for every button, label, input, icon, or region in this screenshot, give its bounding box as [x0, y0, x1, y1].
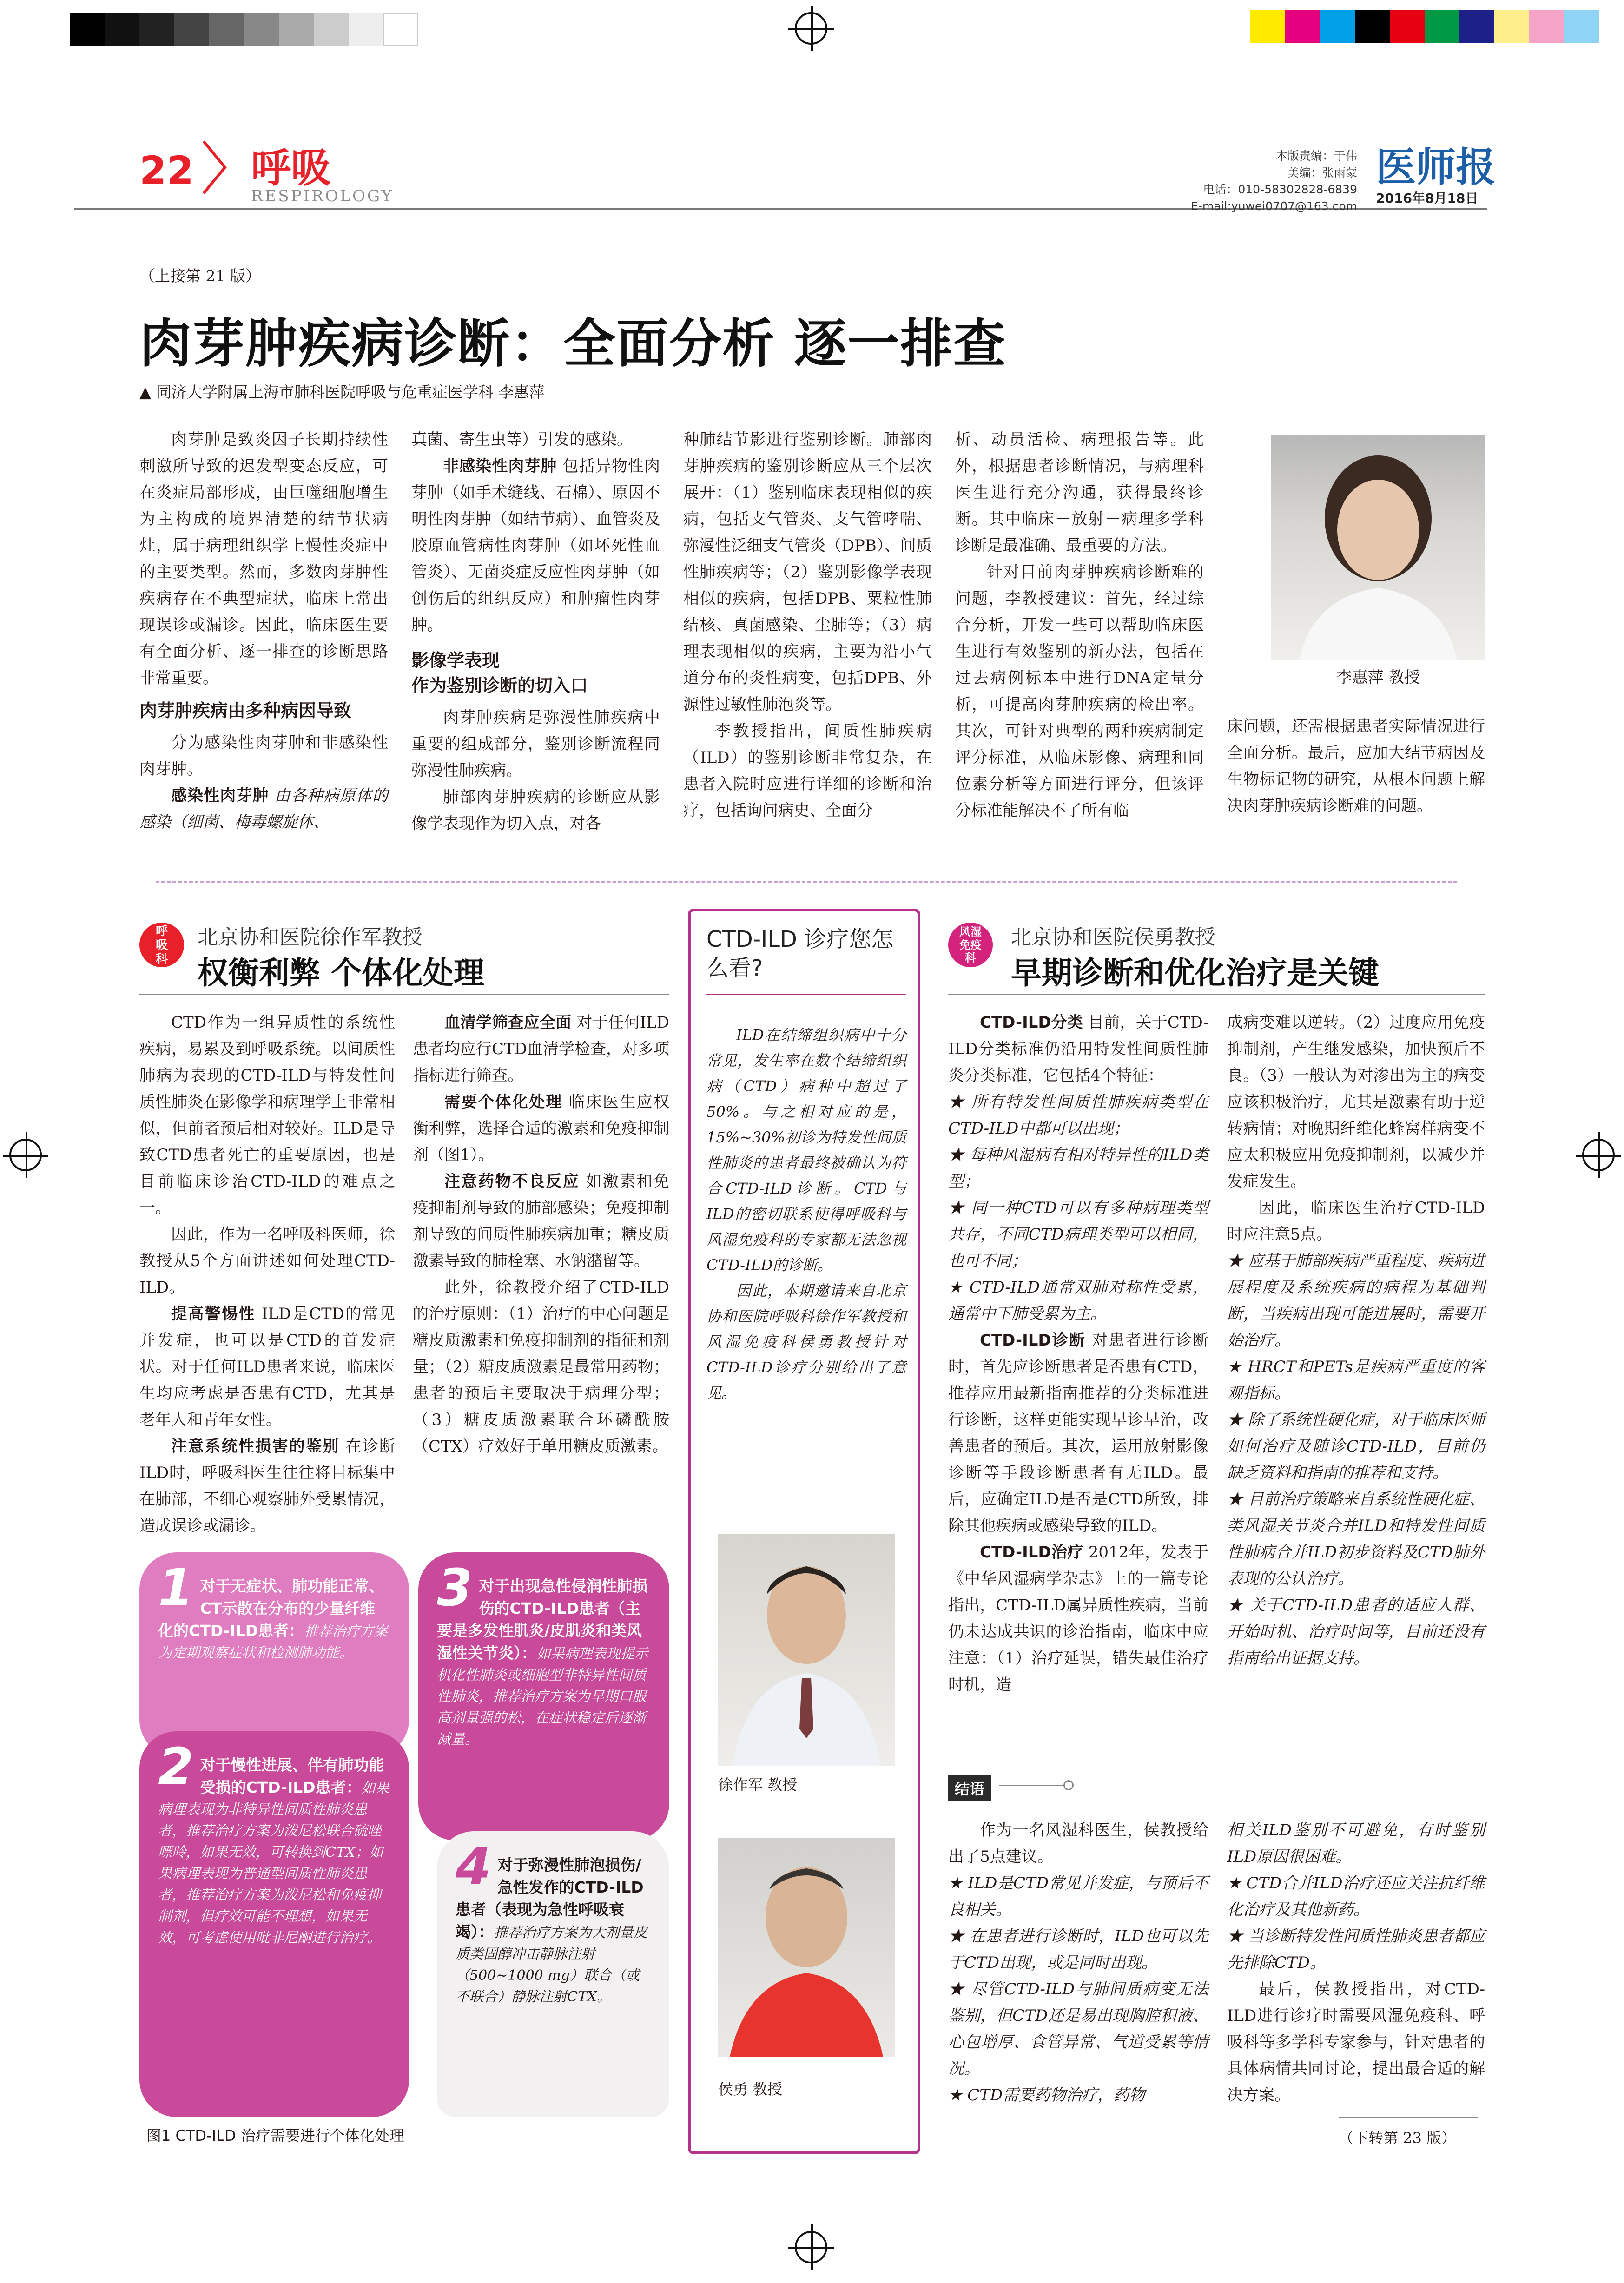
paragraph-text: 在诊断ILD时，呼吸科医生往往将目标集中在肺部，不细心观察肺外受累情况，造成误诊或漏诊。 [139, 1437, 395, 1535]
photo-caption: 徐作军 教授 [718, 1776, 798, 1794]
bubble-body: 推荐治疗方案为大剂量皮质类固醇冲击静脉注射（500~1000 mg）联合（或不联合）静脉注射CTX。 [456, 1925, 647, 2005]
paragraph-text: 对于任何ILD患者均应行CTD血清学检查，对多项指标进行筛查。 [413, 1013, 670, 1085]
article-title: 肉芽肿疾病诊断：全面分析 逐一排查 [139, 314, 1006, 374]
bullet-item: ★ 在患者进行诊断时，ILD也可以先于CTD出现，或是同时出现。 [948, 1927, 1208, 1972]
art-editor-credit: 美编：张雨蒙 [1287, 166, 1357, 179]
article-byline: ▲ 同济大学附属上海市肺科医院呼吸与危重症医学科 李惠萍 [139, 383, 545, 401]
title-rule [139, 994, 669, 995]
paragraph [413, 1010, 669, 1089]
bullet-item: ★ 除了系统性硬化症，对于临床医师如何治疗及随诊CTD-ILD，目前仍缺乏资料和指南的推荐和支持。 [1227, 1411, 1485, 1482]
paragraph: 肉芽肿疾病是弥漫性肺疾病中重要的组成部分，鉴别诊断流程同弥漫性肺疾病。 [411, 708, 660, 780]
article1-column-2 [411, 427, 660, 837]
paragraph: 因此，作为一名呼吸科医师，徐教授从5个方面讲述如何处理CTD-ILD。 [139, 1225, 395, 1297]
bullet-item: ★ 目前治疗策略来自系统性硬化症、类风湿关节炎合并ILD和特发性间质性肺病合并ILD初步资料及CTD肺外表现的公认治疗。 [1227, 1490, 1485, 1588]
subheading: 影像学表现 [411, 650, 500, 671]
issue-date: 2016年8月18日 [1376, 191, 1479, 206]
bullet-item: ★ 尽管CTD-ILD与肺间质病变无法鉴别，但CTD还是易出现胸腔积液、心包增厚、食管异常、气道受累等情况。 [948, 1980, 1208, 2078]
editor-credit: 本版责编：于伟 [1275, 149, 1357, 163]
bullet-item: ★ CTD-ILD通常双肺对称性受累，通常中下肺受累为主。 [948, 1278, 1208, 1323]
bubble-title: 对于慢性进展、伴有肺功能受损的CTD-ILD患者： [200, 1756, 384, 1796]
paragraph [139, 783, 388, 836]
photo-caption: 侯勇 教授 [718, 2080, 783, 2098]
registration-bar-color [1250, 10, 1599, 45]
sidebar-title: CTD-ILD 诊疗您怎么看? [706, 926, 894, 981]
lead-in: CTD-ILD治疗 [980, 1543, 1083, 1562]
paragraph: 因此，本期邀请来自北京协和医院呼吸科徐作军教授和风湿免疫科侯勇教授针对CTD-ILD诊疗分别给出了意见。 [706, 1282, 906, 1402]
page-number: 22 [139, 148, 194, 193]
lead-in: CTD-ILD诊断 [980, 1331, 1086, 1350]
paragraph [413, 1168, 669, 1274]
phone-credit: 电话：010-58302828-6839 [1203, 183, 1357, 196]
sidebar-title-rule [706, 994, 906, 995]
header-credits [1171, 148, 1357, 215]
lead-in: 血清学筛查应全面 [444, 1013, 572, 1032]
paragraph-text: 2012年，发表于《中华风湿病学杂志》上的一篇专论指出，CTD-ILD属异质性疾病，当前仍未达成共识的诊治指南，临床中应注意：（1）治疗延误，错失最佳治疗时机，造 [948, 1543, 1208, 1694]
continued-to: （下转第 23 版） [1339, 2129, 1457, 2147]
bullet-item: ★ 当诊断特发性间质性肺炎患者都应先排除CTD。 [1227, 1927, 1485, 1972]
paragraph: 真菌、寄生虫等）引发的感染。 [411, 430, 633, 449]
paragraph: CTD作为一组异质性的系统性疾病，易累及到呼吸系统。以间质性肺病为表现的CTD-ILD与特发性间质性肺炎在影像学和病理学上非常相似，但前者预后相对较好。ILD是导致CTD患者死亡的重要原因，也是目前临床诊治CTD-ILD的难点之一。 [139, 1013, 395, 1217]
paragraph-text: 对患者进行诊断时，首先应诊断患者是否患有CTD，推荐应用最新指南推荐的分类标准进行诊断，这样更能实现早诊早治，改善患者的预后。其次，运用放射影像诊断等手段诊断患者有无ILD。最后，应确定ILD是否是CTD所致，排除其他疾病或感染导致的ILD。 [948, 1331, 1208, 1535]
treatment-bubble-3 [418, 1552, 669, 1841]
article2-column-1 [139, 1010, 395, 1539]
paragraph [139, 1433, 395, 1539]
paragraph-text: 包括异物性肉芽肿（如手术缝线、石棉）、原因不明性肉芽肿（如结节病）、血管炎及胶原血管病性肉芽肿（如坏死性血管炎）、无菌炎症反应性肉芽肿（如创伤后的组织反应）和肿瘤性肉芽肿。 [411, 457, 660, 634]
article1-column-1 [139, 427, 388, 836]
lead-in: 提高警惕性 [171, 1305, 256, 1323]
footer-rule [1339, 2117, 1478, 2118]
registration-mark-icon [9, 1139, 42, 1171]
paragraph: 最后，侯教授指出，对CTD-ILD进行诊疗时需要风湿免疫科、呼吸科等多学科专家参与，针对患者的具体病情共同讨论，提出最合适的解决方案。 [1227, 1980, 1485, 2105]
article3-column-2 [1227, 1010, 1485, 1672]
paragraph: 分为感染性肉芽肿和非感染性肉芽肿。 [139, 733, 388, 779]
article2-column-2 [413, 1010, 669, 1460]
bubble-title: 对于无症状、肺功能正常、CT示散在分布的少量纤维化的CTD-ILD患者： [158, 1577, 384, 1640]
article-author: 北京协和医院徐作军教授 [198, 925, 423, 949]
lead-in: 感染性肉芽肿 [171, 786, 269, 805]
article3-column-3 [948, 1817, 1208, 2109]
registration-bar-grayscale [70, 13, 418, 47]
paragraph: 成病变难以逆转。（2）过度应用免疫抑制剂，产生继发感染，加快预后不良。（3）一般认为对渗出为主的病变应该积极治疗，尤其是激素有助于逆转病情；对晚期纤维化蜂窝样病变不应太积极应用免疫抑制剂，以减少并发症发生。 [1227, 1013, 1485, 1191]
paragraph: 针对目前肉芽肿疾病诊断难的问题，李教授建议：首先，经过综合分析，开发一些可以帮助临床医生进行有效鉴别的新办法，包括在过去病例标本中进行DNA定量分析，可提高肉芽肿疾病的检出率。其次，可针对典型的两种疾病制定评分标准，从临床影像、病理和同位素分析等方面进行评分，但该评分标准能解决不了所有临 [955, 563, 1204, 820]
lead-in: 注意药物不良反应 [444, 1172, 580, 1191]
paragraph: 种肺结节影进行鉴别诊断。肺部肉芽肿疾病的鉴别诊断应从三个层次展开：（1）鉴别临床表现相似的疾病，包括支气管炎、支气管哮喘、弥漫性泛细支气管炎（DPB）、间质性肺疾病等；（2）鉴别影像学表现相似的疾病，包括DPB、粟粒性肺结核、真菌感染、尘肺等；（3）病理表现相似的疾病，主要为沿小气道分布的炎性病变，包括DPB、外源性过敏性肺泡炎等。 [683, 430, 932, 714]
treatment-bubble-4 [437, 1831, 669, 2117]
article-title: 早期诊断和优化治疗是关键 [1011, 955, 1379, 991]
bubble-number: 1 [158, 1558, 194, 1617]
registration-mark-icon [1582, 1139, 1615, 1171]
email-credit: E-mail:yuwei0707@163.com [1191, 199, 1357, 213]
paragraph: 肉芽肿是致炎因子长期持续性刺激所导致的迟发型变态反应，可在炎症局部形成，由巨噬细胞增生为主构成的境界清楚的结节状病灶，属于病理组织学上慢性炎症中的主要类型。然而，多数肉芽肿性疾病存在不典型症状，临床上常出现误诊或漏诊。因此，临床医生要有全面分析、逐一排查的诊断思路非常重要。 [139, 430, 388, 687]
section-title: 呼吸 [251, 145, 331, 191]
bubble-number: 3 [437, 1558, 473, 1617]
section-title-en: RESPIROLOGY [251, 187, 394, 205]
paragraph: 床问题，还需根据患者实际情况进行全面分析。最后，应加大结节病因及生物标记物的研究，从根本问题上解决肉芽肿疾病诊断难的问题。 [1227, 717, 1485, 815]
chevron-right-icon [201, 139, 229, 195]
treatment-bubble-1 [139, 1552, 409, 1757]
bullet-item: ★ 关于CTD-ILD患者的适应人群、开始时机、治疗时间等，目前还没有指南给出证据支持。 [1227, 1596, 1485, 1668]
bullet-item: ★ ILD是CTD常见并发症，与预后不良相关。 [948, 1874, 1208, 1919]
paper-logo: 医师报 [1376, 144, 1496, 191]
continued-from: （上接第 21 版） [139, 267, 261, 285]
lead-in: 注意系统性损害的鉴别 [171, 1437, 340, 1456]
article-author: 北京协和医院侯勇教授 [1011, 925, 1215, 949]
paragraph: 析、动员活检、病理报告等。此外，根据患者诊断情况，与病理科医生进行充分沟通，获得最终诊断。其中临床－放射－病理多学科诊断是最准确、最重要的方法。 [955, 430, 1204, 555]
photo-caption: 李惠萍 教授 [1336, 668, 1420, 687]
conclusion-rule [999, 1785, 1064, 1786]
paragraph-text: 临床医生应权衡利弊，选择合适的激素和免疫抑制剂（图1）。 [413, 1093, 669, 1164]
figure-caption: 图1 CTD-ILD 治疗需要进行个体化处理 [146, 2127, 404, 2144]
bubble-body: 如果病理表现为非特异性间质性肺炎患者，推荐治疗方案为泼尼松联合硫唑嘌呤，如果无效，可转换到CTX；如果病理表现为普通型间质性肺炎患者，推荐治疗方案为泼尼松和免疫抑制剂，但疗效可能不理想，如果无效，可考虑使用吡非尼酮进行治疗。 [158, 1780, 389, 1946]
bullet-item: ★ 应基于肺部疾病严重程度、疾病进展程度及系统疾病的病程为基础判断，当疾病出现可能进展时，需要开始治疗。 [1227, 1252, 1485, 1350]
paragraph: 相关ILD鉴别不可避免，有时鉴别ILD原因很困难。 [1227, 1821, 1485, 1866]
paragraph-text: ILD是CTD的常见并发症，也可以是CTD的首发症状。对于任何ILD患者来说，临床医生均应考虑是否患有CTD，尤其是老年人和青年女性。 [139, 1305, 396, 1429]
paragraph: 此外，徐教授介绍了CTD-ILD的治疗原则：（1）治疗的中心问题是糖皮质激素和免疫抑制剂的指征和剂量；（2）糖皮质激素是最常用药物；患者的预后主要取决于病理分型；（3）糖皮质激素联合环磷酰胺（CTX）疗效好于单用糖皮质激素。 [413, 1278, 669, 1456]
lead-in: CTD-ILD分类 [980, 1013, 1083, 1032]
paragraph [948, 1010, 1208, 1089]
article-title: 权衡利弊 个体化处理 [198, 955, 484, 991]
paragraph: 肺部肉芽肿疾病的诊断应从影像学表现作为切入点，对各 [411, 788, 660, 833]
paragraph-text: 由各种病原体的感染（细菌、梅毒螺旋体、 [139, 786, 389, 831]
article3-column-1 [948, 1010, 1208, 1698]
article3-column-4 [1227, 1817, 1485, 2109]
paragraph: 因此，临床医生治疗CTD-ILD时应注意5点。 [1227, 1199, 1485, 1244]
article1-column-3 [683, 427, 932, 824]
bullet-item: ★ 同一种CTD可以有多种病理类型共存，不同CTD病理类型可以相同，也可不同； [948, 1199, 1208, 1270]
bubble-body: 推荐治疗方案为定期观察症状和检测肺功能。 [158, 1623, 388, 1661]
title-rule [948, 994, 1485, 995]
sidebar-text [706, 1023, 906, 1406]
paragraph: 李教授指出，间质性肺疾病（ILD）的鉴别诊断非常复杂，在患者入院时应进行详细的诊断和治疗，包括询问病史、全面分 [683, 722, 932, 820]
bubble-title: 对于弥漫性肺泡损伤/急性发作的CTD-ILD患者（表现为急性呼吸衰竭）： [456, 1856, 644, 1941]
bullet-item: ★ CTD合并ILD治疗还应关注抗纤维化治疗及其他新药。 [1227, 1874, 1485, 1919]
bullet-item: ★ HRCT和PETs是疾病严重度的客观指标。 [1227, 1358, 1485, 1403]
treatment-bubble-2 [139, 1731, 409, 2117]
paragraph-text: 如激素和免疫抑制剂导致的肺部感染；免疫抑制剂导致的间质性肺疾病加重；糖皮质激素导致的肺栓塞、水钠潴留等。 [413, 1172, 670, 1270]
registration-mark-icon [795, 2231, 827, 2263]
registration-mark-icon [795, 12, 827, 45]
article1-column-4 [955, 427, 1204, 824]
bubble-body: 如果病理表现提示机化性肺炎或细胞型非特异性间质性肺炎，推荐治疗方案为早期口服高剂量强的松，在症状稳定后逐渐减量。 [437, 1646, 648, 1748]
paragraph [413, 1089, 669, 1168]
paragraph [948, 1539, 1208, 1698]
bubble-number: 2 [158, 1737, 194, 1796]
bullet-item: ★ 每种风湿病有相对特异性的ILD类型； [948, 1146, 1208, 1191]
paragraph [948, 1327, 1208, 1539]
paragraph: ILD在结缔组织病中十分常见，发生率在数个结缔组织病（CTD）病种中超过了50%。与之相对应的是，15%~30%初诊为特发性间质性肺炎的患者最终被确认为符合CTD-ILD诊断。CTD与ILD的密切联系使得呼吸科与风湿免疫科的专家都无法忽视CTD-ILD的诊断。 [706, 1026, 906, 1274]
paragraph: 作为一名风湿科医生，侯教授给出了5点建议。 [948, 1821, 1208, 1866]
subheading: 作为鉴别诊断的切入口 [411, 675, 588, 696]
lead-in: 需要个体化处理 [444, 1093, 563, 1111]
paragraph-text: 目前，关于CTD-ILD分类标准仍沿用特发性间质性肺炎分类标准，它包括4个特征： [948, 1013, 1208, 1085]
circle-icon [1063, 1780, 1074, 1790]
portrait-photo [1271, 435, 1485, 660]
paragraph [139, 1301, 395, 1433]
lead-in: 非感染性肉芽肿 [443, 457, 557, 475]
portrait-photo [718, 1534, 895, 1766]
bubble-number: 4 [456, 1837, 491, 1896]
portrait-photo [718, 1838, 895, 2057]
conclusion-label: 结语 [948, 1775, 991, 1801]
article1-column-5 [1227, 713, 1485, 819]
subheading: 肉芽肿疾病由多种病因导致 [139, 700, 352, 721]
category-badge: 风湿免疫科 [948, 923, 993, 967]
bullet-item: ★ CTD需要药物治疗，药物 [948, 2086, 1145, 2105]
paragraph [411, 453, 660, 639]
category-badge: 呼吸科 [139, 923, 184, 967]
bullet-item: ★ 所有特发性间质性肺疾病类型在CTD-ILD中都可以出现； [948, 1093, 1208, 1138]
bubble-title: 对于出现急性侵润性肺损伤的CTD-ILD患者（主要是多发性肌炎/皮肌炎和类风湿性关节炎）： [437, 1577, 648, 1662]
section-divider [156, 881, 1457, 883]
